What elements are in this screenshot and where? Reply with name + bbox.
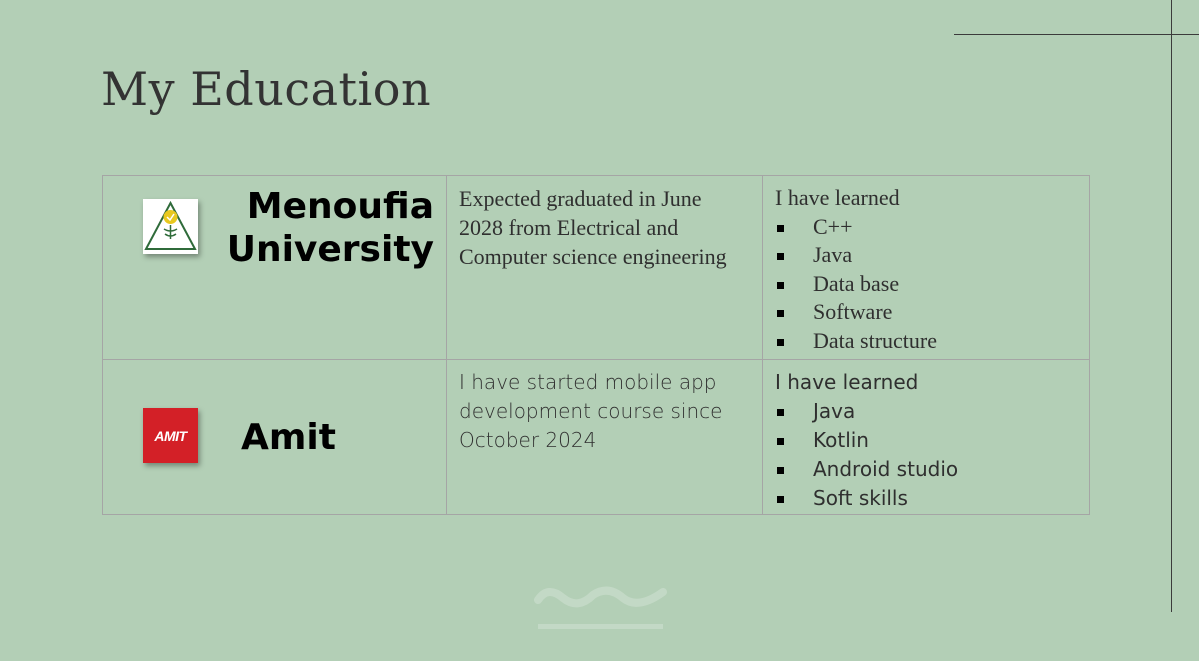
institution-name-line1: Menoufia <box>246 186 434 227</box>
learned-heading: I have learned <box>775 185 900 210</box>
list-item: C++ <box>775 213 1077 242</box>
institution-name <box>227 185 434 271</box>
amit-logo-icon <box>143 408 198 463</box>
learned-list-container <box>763 176 1089 356</box>
list-item: Java <box>775 397 1077 426</box>
education-table <box>102 175 1090 515</box>
learned-cell <box>763 360 1090 515</box>
education-description: I have started mobile app development course since October 2024 <box>459 370 723 452</box>
list-item: Kotlin <box>775 426 1077 455</box>
learned-list <box>775 213 1077 356</box>
learned-list-container <box>763 360 1089 513</box>
decorative-vertical-line <box>1171 0 1172 612</box>
institution-name: Amit <box>241 417 336 458</box>
education-description: Expected graduated in June 2028 from Electrical and Computer science engineering <box>459 186 727 269</box>
list-item: Software <box>775 298 1077 327</box>
menoufia-university-logo-icon <box>143 199 198 254</box>
amit-logo-text: AMIT <box>154 427 187 444</box>
page-title: My Education <box>101 62 432 116</box>
table-row-menoufia <box>103 176 1090 360</box>
institution-cell <box>103 176 447 360</box>
list-item: Data base <box>775 270 1077 299</box>
decorative-horizontal-line <box>954 34 1199 35</box>
learned-cell <box>763 176 1090 360</box>
list-item: Android studio <box>775 455 1077 484</box>
description-cell <box>447 360 763 515</box>
list-item: Soft skills <box>775 484 1077 513</box>
list-item: Java <box>775 241 1077 270</box>
institution-name-line2: University <box>226 229 434 270</box>
description-cell <box>447 176 763 360</box>
watermark-logo-icon <box>528 580 673 640</box>
learned-list <box>775 397 1077 513</box>
list-item: Data structure <box>775 327 1077 356</box>
learned-heading: I have learned <box>775 370 919 394</box>
